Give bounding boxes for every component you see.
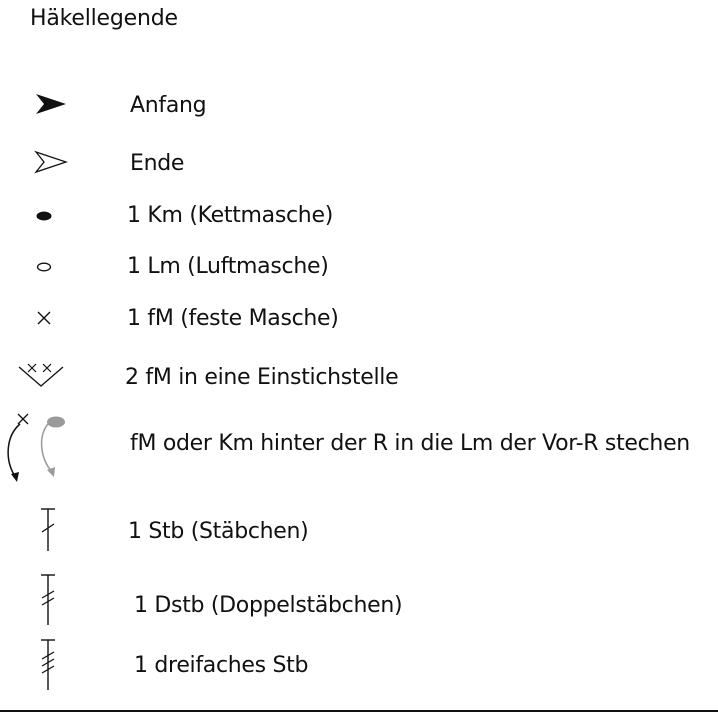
double-cross-v-icon — [16, 360, 66, 390]
back-loop-arrows-icon — [4, 410, 76, 486]
legend-label-feste-masche: 1 fM (feste Masche) — [127, 306, 339, 331]
legend-label-hinter-der-reihe: fM oder Km hinter der R in die Lm der Vor-R stechen — [130, 431, 690, 456]
treble-two-slash-icon — [36, 572, 60, 628]
legend-label-luftmasche: 1 Lm (Luftmasche) — [127, 254, 329, 279]
legend-label-staebchen: 1 Stb (Stäbchen) — [128, 519, 309, 544]
legend-label-kettmasche: 1 Km (Kettmasche) — [127, 203, 333, 228]
treble-three-slash-icon — [36, 637, 60, 693]
legend-label-anfang: Anfang — [130, 93, 207, 118]
outline-arrowhead-icon — [34, 150, 68, 174]
bottom-divider — [0, 710, 718, 712]
legend-label-dreifaches-staebchen: 1 dreifaches Stb — [134, 653, 309, 678]
legend-label-doppelstaebchen: 1 Dstb (Doppelstäbchen) — [134, 593, 403, 618]
treble-one-slash-icon — [36, 506, 60, 554]
filled-arrowhead-icon — [34, 92, 68, 116]
legend-title: Häkellegende — [30, 6, 178, 31]
filled-oval-icon — [34, 208, 54, 224]
legend-label-zwei-fm: 2 fM in eine Einstichstelle — [125, 365, 399, 390]
cross-icon — [35, 309, 53, 327]
open-oval-icon — [34, 259, 54, 275]
legend-label-ende: Ende — [130, 151, 185, 176]
